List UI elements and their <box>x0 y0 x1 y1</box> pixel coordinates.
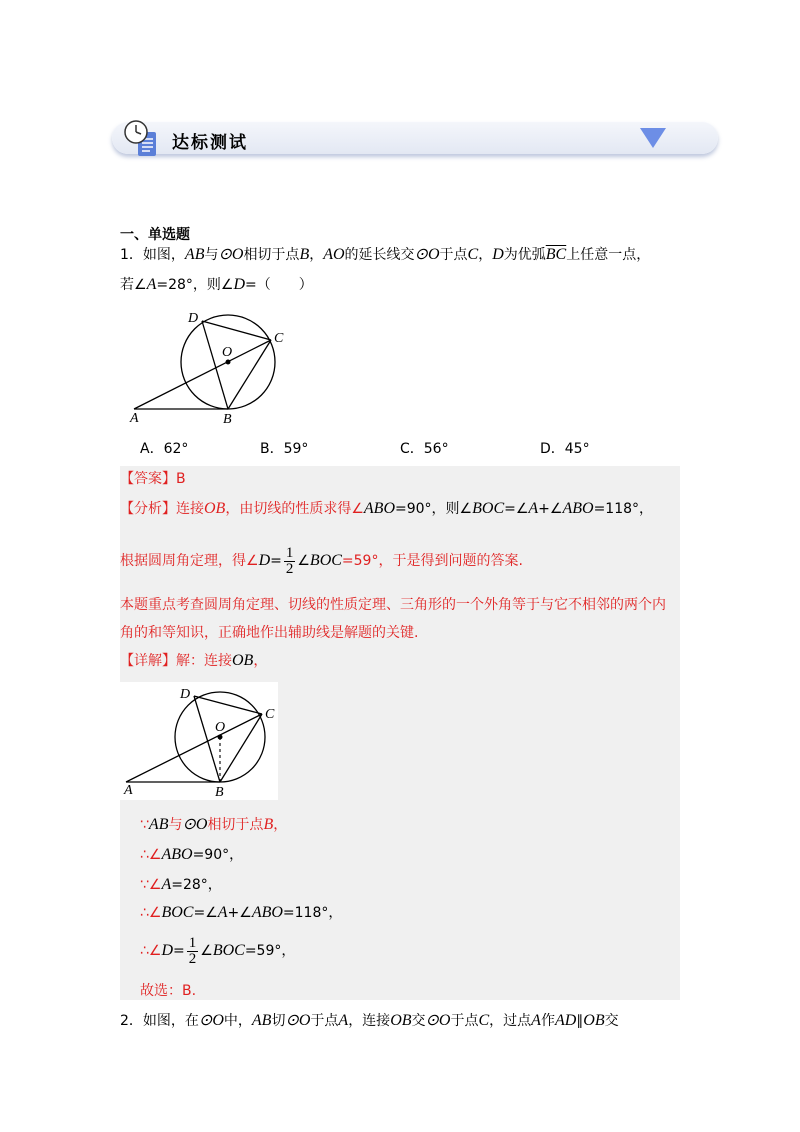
detail-figure <box>120 682 278 800</box>
answer-line: 【答案】B <box>120 471 186 487</box>
fig2-label-B: B <box>215 785 224 800</box>
step-5: ∴∠D= $\frac{1}{2}$ ∠BOC=59°， <box>140 934 296 967</box>
fig2-label-C: C <box>265 707 275 722</box>
q1-line1: 1．如图，AB与⊙O相切于点B，AO的延长线交⊙O于点C，D为优弧$\overline{BC}$上任意一点， <box>120 246 651 263</box>
analysis-line4: 角的和等知识，正确地作出辅助线是解题的关键. <box>120 625 419 641</box>
section-title: 一、单选题 <box>120 227 190 243</box>
option-b[interactable]: B．59° <box>260 441 309 457</box>
analysis-line1: 【分析】连接OB，由切线的性质求得∠ABO=90°，则∠BOC=∠A+∠ABO=118°， <box>120 500 654 517</box>
step-2: ∴∠ABO=90°， <box>140 846 244 863</box>
q1-line2: 若∠A=28°，则∠D=（ ） <box>120 276 313 293</box>
step-1: ∵AB与⊙O相切于点B， <box>140 816 288 833</box>
fig1-label-O: O <box>222 345 233 360</box>
fig2-label-A: A <box>124 783 133 798</box>
section-banner <box>112 118 720 158</box>
fig1-label-D: D <box>188 311 199 326</box>
banner-title: 达标测试 <box>172 133 248 153</box>
collapse-triangle-icon[interactable] <box>640 128 666 148</box>
analysis-line2: 根据圆周角定理，得∠D= $\frac{1}{2}$ ∠BOC=59°，于是得到问题的答案. <box>120 544 523 577</box>
option-a[interactable]: A．62° <box>140 441 189 457</box>
fig1-label-A: A <box>130 411 139 426</box>
fraction-half-2: $\frac{1}{2}$ <box>188 934 197 967</box>
step-4: ∴∠BOC=∠A+∠ABO=118°， <box>140 904 343 921</box>
step-3: ∵∠A=28°， <box>140 876 222 893</box>
analysis-line3: 本题重点考查圆周角定理、切线的性质定理、三角形的一个外角等于与它不相邻的两个内 <box>120 597 666 613</box>
fig2-label-D: D <box>180 687 191 702</box>
final-answer: 故选：B. <box>140 983 197 999</box>
q1-figure <box>124 306 294 426</box>
option-c[interactable]: C．56° <box>400 441 449 457</box>
option-d[interactable]: D．45° <box>540 441 590 457</box>
fig1-label-B: B <box>223 412 232 426</box>
fig2-label-O: O <box>215 720 226 735</box>
clock-document-icon <box>122 118 164 160</box>
q2-line1: 2．如图，在⊙O中，AB切⊙O于点A，连接OB交⊙O于点C，过点A作AD∥OB交 <box>120 1012 619 1029</box>
fig1-label-C: C <box>274 331 284 346</box>
detail-line: 【详解】解：连接OB， <box>120 652 268 669</box>
fraction-half: $\frac{1}{2}$ <box>285 544 294 577</box>
